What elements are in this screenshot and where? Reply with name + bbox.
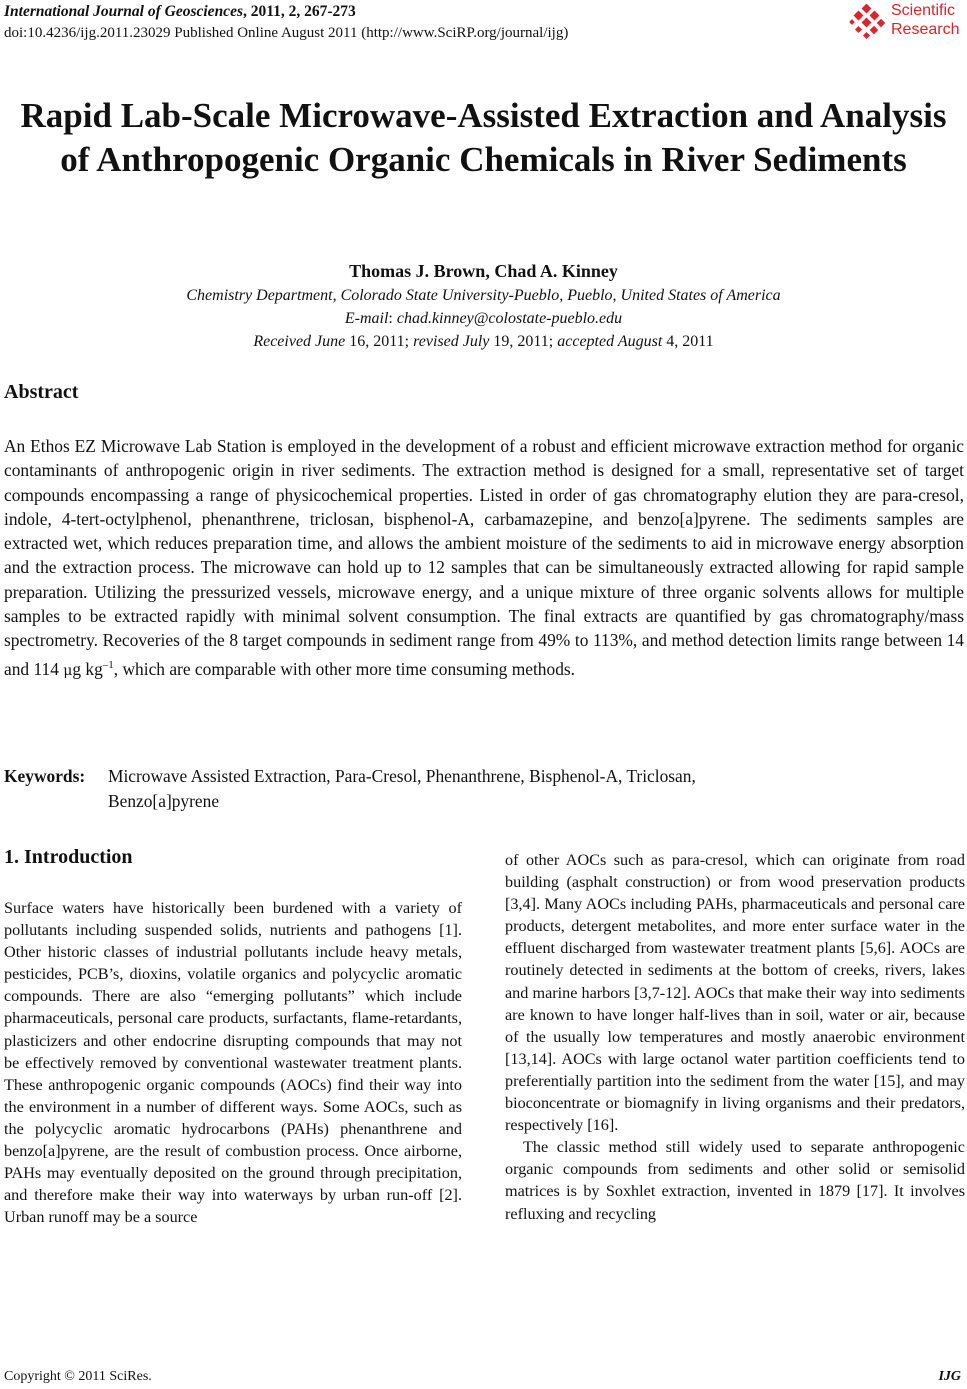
right-column: [505, 849, 965, 1225]
received-label: Received June: [253, 333, 346, 350]
revised-label: revised July: [413, 333, 490, 350]
abstract-body-end: , which are comparable with other more time consuming methods.: [113, 658, 576, 679]
accepted-date: 4, 2011: [662, 333, 714, 350]
doi-line: doi:10.4236/ijg.2011.23029 Published Online August 2011 (http://www.SciRP.org/journal/ijg): [4, 25, 569, 41]
journal-volume: , 2011, 2, 267-273: [242, 3, 356, 20]
unit-exponent: –1: [102, 658, 114, 671]
scirp-logo-icon: [849, 4, 887, 42]
abstract-body: An Ethos EZ Microwave Lab Station is employed in the development of a robust and efficient microwave extraction method for organic contaminants of anthropogenic origin in river sediments. The extraction method is designed for a small, representative set of target compounds encompassing a range of physicochemical properties. Listed in order of gas chromatography elution they are para-cresol, indole, 4-tert-octylphenol, phenanthrene, triclosan, bisphenol-A, carbamazepine, and benzo[a]pyrene. The sediments samples are extracted wet, which reduces preparation time, and allows the ambient moisture of the sediments to aid in microwave energy absorption and the extraction process. The microwave can hold up to 12 samples that can be simultaneously extracted allowing for rapid sample preparation. Utilizing the pressurized vessels, microwave energy, and a unique mixture of three organic solvents allows for multiple samples to be extracted rapidly with minimal solvent consumption. The final extracts are quantified by gas chromatography/mass spectrometry. Recoveries of the 8 target compounds in sediment range from 49% to 113%, and method detection limits range between 14 and 114: [4, 436, 964, 679]
footer-journal-abbrev: IJG: [938, 1369, 961, 1384]
left-column: [4, 897, 462, 1228]
email-line: E-mail: chad.kinney@colostate-pueblo.edu: [344, 310, 623, 327]
logo-text-scientific: Scientific: [891, 2, 956, 19]
email-address[interactable]: chad.kinney@colostate-pueblo.edu: [396, 310, 623, 327]
intro-paragraph-2: of other AOCs such as para-cresol, which can originate from road building (asphalt construction) or from wood preservation products [3,4]. Many AOCs including PAHs, pharmaceuticals and personal care products, detergent metabolites, and more enter surface water in the effluent discharged from wastewater treatment plants [5,6]. AOCs are routinely detected in sediments at the bottom of creeks, rivers, lakes and marine harbors [3,7-12]. AOCs that make their way into sediments are known to have longer half-lives than in soil, water or air, because of the usually low temperatures and mostly anaerobic environment [13,14]. AOCs with large octanol water partition coefficients tend to preferentially partition into the sediment from the water [15], and may bioconcentrate or biomagnify in living organisms and their predators, respectively [16].: [505, 851, 965, 1135]
keywords: [4, 764, 964, 813]
email-label: E-mail: [344, 310, 389, 327]
unit-g-kg: g kg: [72, 658, 103, 679]
logo-text-research: Research: [891, 21, 960, 38]
received-date: 16, 2011;: [345, 333, 414, 350]
revised-date: 19, 2011;: [489, 333, 558, 350]
footer-copyright: Copyright © 2011 SciRes.: [4, 1369, 152, 1384]
intro-paragraph-3: The classic method still widely used to separate anthropogenic organic compounds from sediments and other solid or semisolid matrices is by Soxhlet extraction, invented in 1879 [17]. It involves refluxing and recycling: [505, 1138, 965, 1223]
affiliation: Chemistry Department, Colorado State University-Pueblo, Pueblo, United States of America: [186, 287, 781, 304]
abstract-heading: Abstract: [4, 381, 79, 403]
journal-citation: [4, 3, 356, 21]
received-dates: [0, 333, 967, 351]
section-heading-introduction: 1. Introduction: [4, 846, 133, 868]
publisher-logo: [849, 2, 967, 42]
authors: Thomas J. Brown, Chad A. Kinney: [349, 261, 618, 281]
accepted-label: accepted August: [557, 333, 663, 350]
keywords-label: Keywords:: [4, 766, 86, 786]
intro-paragraph-1: Surface waters have historically been burdened with a variety of pollutants including suspended solids, nutrients and pathogens [1]. Other historic classes of industrial pollutants include heavy metals, pesticides, PCB’s, dioxins, volatile organics and polycyclic aromatic compounds. There are also “emerging pollutants” which include pharmaceuticals, personal care products, surfactants, flame-retardants, plasticizers and other endocrine disrupting compounds that may not be effectively removed by conventional wastewater treatment plants. These anthropogenic organic compounds (AOCs) find their way into the environment in a number of different ways. Some AOCs, such as the polycyclic aromatic hydrocarbons (PAHs) phenanthrene and benzo[a]pyrene, are the result of combustion process. Once airborne, PAHs may eventually deposited on the ground through precipitation, and therefore make their way into waterways by urban run-off [2]. Urban runoff may be a source: [4, 899, 462, 1227]
abstract-text: [4, 434, 964, 683]
unit-mu: μ: [63, 662, 73, 679]
paper-title: Rapid Lab-Scale Microwave-Assisted Extraction and Analysis of Anthropogenic Organic Chemicals in River Sediments: [20, 96, 947, 179]
keywords-line1: Microwave Assisted Extraction, Para-Cresol, Phenanthrene, Bisphenol-A, Triclosan,: [108, 766, 696, 786]
journal-name: International Journal of Geosciences: [4, 3, 243, 20]
keywords-line2: Benzo[a]pyrene: [108, 790, 220, 811]
